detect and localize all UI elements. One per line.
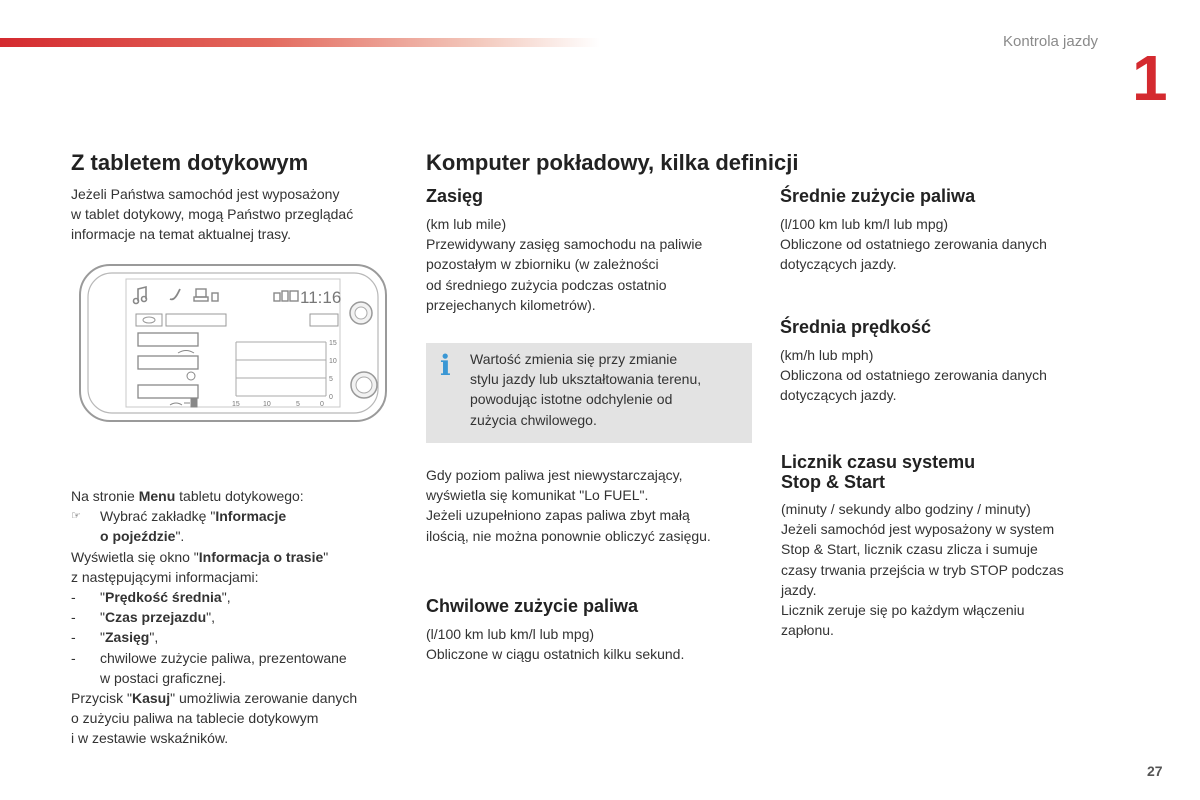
info-line: zużycia chwilowego. [470,411,597,428]
graph-y-tick: 5 [329,376,333,383]
header-accent-bar [0,38,600,47]
avg-consumption-line: Obliczone od ostatniego zerowania danych [780,236,1047,253]
range-line: od średniego zużycia podczas ostatnio [426,276,667,293]
instant-line: Obliczone w ciągu ostatnich kilku sekund. [426,646,685,663]
stop-start-line: jazdy. [781,581,817,598]
list-item: - "Czas przejazdu", [71,609,215,626]
touch-tablet-illustration [78,263,388,423]
list-item-continuation: w postaci graficznej. [100,669,227,686]
avg-speed-line: (km/h lub mph) [780,347,874,363]
stop-start-line: Licznik zeruje się po każdym włączeniu [781,602,1025,619]
low-fuel-paragraph [426,465,711,546]
chapter-number: 1 [1132,42,1168,114]
section-title: Kontrola jazdy [1003,33,1099,50]
stop-start-title-line: Stop & Start [781,472,886,492]
graph-x-tick: 10 [263,401,271,408]
range-line: przejechanych kilometrów). [426,296,596,313]
avg-speed-description [780,345,1047,406]
stop-start-line: zapłonu. [781,622,834,639]
graph-y-tick: 15 [329,340,337,347]
volume-knob-center [355,307,367,319]
list-item: - "Prędkość średnia", [71,589,231,606]
window-line: Wyświetla się okno "Informacja o trasie" [71,548,329,565]
intro-line: w tablet dotykowy, mogą Państwo przeglądać [71,206,354,223]
intro-line: informacje na temat aktualnej trasy. [71,226,291,243]
graph-y-tick: 0 [329,394,333,401]
avg-consumption-line: (l/100 km lub km/l lub mpg) [780,216,949,232]
low-fuel-line: Gdy poziom paliwa jest niewystarczający, [426,467,683,483]
stop-start-heading [781,452,975,492]
intro-line: Jeżeli Państwa samochód jest wyposażony [71,186,340,202]
info-line: powodując istotne odchylenie od [470,391,673,408]
tablet-drawing [78,263,388,423]
range-line: pozostałym w zbiorniku (w zależności [426,256,659,273]
range-line: Przewidywany zasięg samochodu na paliwie [426,236,703,253]
menu-line: Na stronie Menu tabletu dotykowego: [71,488,304,504]
reset-line-3: i w zestawie wskaźników. [71,730,229,747]
stop-start-line: Stop & Start, licznik czasu zlicza i sumuje [781,541,1038,558]
low-fuel-line: ilością, nie można ponownie obliczyć zasięgu. [426,527,711,544]
stop-start-title-line: Licznik czasu systemu [781,452,976,472]
low-fuel-line: Jeżeli uzupełniono zapas paliwa zbyt małą [426,507,690,524]
reset-line-2: o zużyciu paliwa na tablecie dotykowym [71,710,319,727]
list-item: - chwilowe zużycie paliwa, prezentowane [71,649,347,666]
graph-y-tick: 10 [329,358,337,365]
avg-speed-heading: Średnia prędkość [780,317,932,337]
clock-time: 11:16 [300,288,342,307]
info-line: stylu jazdy lub ukształtowania terenu, [470,371,702,388]
step-continuation: o pojeździe". [100,528,185,545]
range-heading: Zasięg [426,186,484,206]
left-intro [71,184,353,245]
reset-line: Przycisk "Kasuj" umożliwia zerowanie danych [71,690,358,707]
range-description [426,214,702,315]
range-line: (km lub mile) [426,216,507,232]
graph-x-tick: 0 [320,401,324,408]
graph-x-tick: 15 [232,401,240,408]
page-number: 27 [1147,763,1163,779]
instant-line: (l/100 km lub km/l lub mpg) [426,626,595,642]
window-line-2: z następującymi informacjami: [71,568,259,585]
info-note [426,343,752,443]
stop-start-line: czasy trwania przejścia w tryb STOP podczas [781,561,1064,578]
stop-start-line: (minuty / sekundy albo godziny / minuty) [781,501,1031,517]
instant-consumption-description [426,624,684,664]
pointing-hand-icon: ☞ [71,509,81,523]
avg-speed-line: dotyczących jazdy. [780,387,897,404]
list-item: - "Zasięg", [71,629,159,646]
avg-consumption-heading: Średnie zużycie paliwa [780,186,976,206]
middle-heading: Komputer pokładowy, kilka definicji [426,150,799,175]
instant-consumption-heading: Chwilowe zużycie paliwa [426,596,639,616]
avg-consumption-line: dotyczących jazdy. [780,256,897,273]
step-item: ☞ Wybrać zakładkę "Informacje [71,506,401,526]
graph-x-tick: 5 [296,401,300,408]
info-note-text [470,349,701,430]
info-icon: i [440,349,451,382]
low-fuel-line: wyświetla się komunikat "Lo FUEL". [426,487,649,504]
stop-start-description [781,499,1064,640]
avg-consumption-description [780,214,1047,275]
avg-speed-line: Obliczona od ostatniego zerowania danych [780,367,1047,384]
info-line: Wartość zmienia się przy zmianie [470,351,678,367]
menu-instructions [71,486,401,749]
stop-start-line: Jeżeli samochód jest wyposażony w system [781,521,1055,538]
tuning-knob-center [356,377,372,393]
left-heading: Z tabletem dotykowym [71,150,309,175]
